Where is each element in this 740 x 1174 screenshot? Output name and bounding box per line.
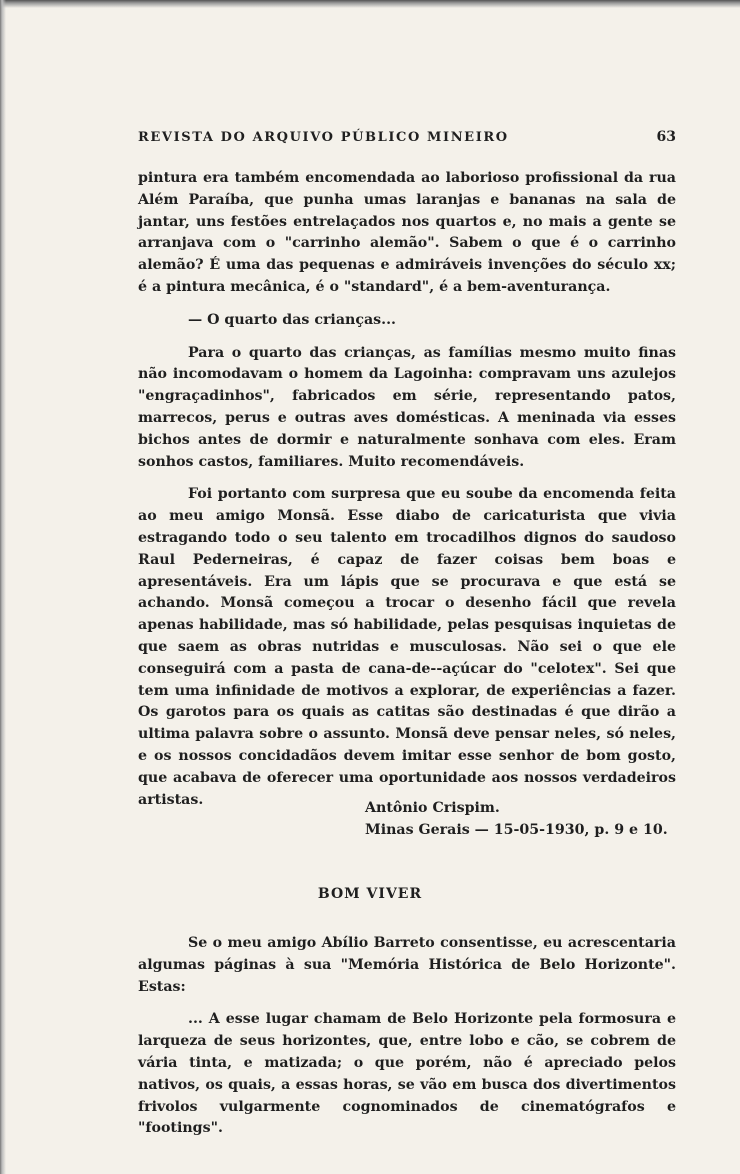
paragraph-childrens-room: Para o quarto das crianças, as famílias mesmo muito finas não incomodavam o homem da Lagoinha: compravam uns azulejos "engraçadinhos", fabricados em série, representando patos, marrecos, perus e outras aves domésticas. A meninada via esses bichos antes de dormir e naturalmente sonhava com eles. Eram sonhos castos, familiares. Muito recomendáveis. [138,344,676,470]
signature-name: Antônio Crispim. [365,800,500,816]
paragraph-dialogue: — O quarto das crianças... [188,311,396,328]
paragraph-monsa: Foi portanto com surpresa que eu soube da encomenda feita ao meu amigo Monsã. Esse diabo de caricaturista que vivia estragando todo o seu talento em trocadilhos dignos do saudoso Raul Pederneiras, é capaz de fazer coisas bem boas e apresentáveis. Era um lápis que se procurava e que está se achando. Monsã começou a trocar o desenho fácil que revela apenas habilidade, mas só habilidade, pelas pesquisas inquietas de que saem as obras nutridas e musculosas. Não sei o que ele conseguirá com a pasta de cana-de--açúcar do "celotex". Sei que tem uma infinidade de motivos a explorar, de experiências a fazer. Os garotos para os quais as catitas são destinadas é que dirão a ultima palavra sobre o assunto. Monsã deve pensar neles, só neles, e os nossos concidadãos devem imitar esse senhor de bom gosto, que acabava de oferecer uma oportunidade aos nossos verdadeiros artistas. [138,486,676,808]
running-header [138,129,676,145]
page-number: 63 [656,129,676,145]
running-title: REVISTA DO ARQUIVO PÚBLICO MINEIRO [138,130,509,145]
section-body [138,933,676,1140]
scan-left-edge [0,0,6,1174]
section-title: BOM VIVER [317,886,423,902]
paragraph-quote: ... A esse lugar chamam de Belo Horizonte pela formosura e larqueza de seus horizontes, que, entre lobo e cão, se cobrem de vária tinta, e matizada; o que porém, não é apreciado pelos nativos, os quais, a essas horas, se vão em busca dos divertimentos frivolos vulgarmente cognominados de cinematógrafos e "footings". [138,1011,676,1137]
scan-top-edge [0,0,740,8]
signature-block [365,797,668,841]
paragraph-intro: Se o meu amigo Abílio Barreto consentisse, eu acrescentaria algumas páginas à sua "Memória Histórica de Belo Horizonte". Estas: [138,935,676,995]
paragraph-continuation: pintura era também encomendada ao laborioso profissional da rua Além Paraíba, que punha umas laranjas e bananas na sala de jantar, uns festões entrelaçados nos quartos e, no mais a gente se arranjava com o "carrinho alemão". Sabem o que é o carrinho alemão? É uma das pequenas e admiráveis invenções do século xx; é a pintura mecânica, é o "standard", é a bem-aventurança. [138,170,676,295]
signature-source: Minas Gerais — 15-05-1930, p. 9 e 10. [365,822,668,838]
article-body [138,168,676,811]
